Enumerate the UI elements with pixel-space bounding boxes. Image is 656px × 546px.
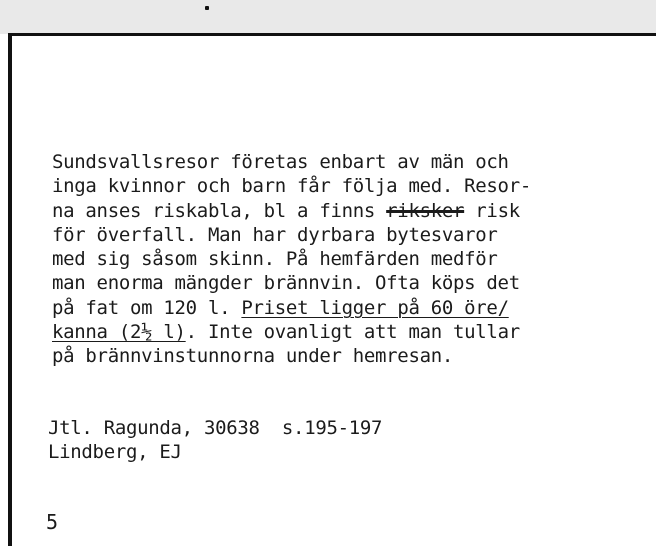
text-fragment: na anses riskabla, bl a finns: [52, 199, 387, 222]
author-line: Lindberg, EJ: [48, 441, 182, 464]
text-line: Sundsvallsresor företas enbart av män och: [52, 151, 509, 173]
source-line: Jtl. Ragunda, 30638 s.195-197: [48, 417, 383, 439]
text-line: man enorma mängder brännvin. Ofta köps det: [52, 272, 520, 295]
text-line: för överfall. Man har dyrbara bytesvaror: [52, 223, 498, 246]
scan-speck: [205, 6, 209, 10]
text-line: inga kvinnor och barn får följa med. Resor-: [52, 175, 531, 198]
text-line: med sig såsom skinn. På hemfärden medför: [52, 248, 498, 271]
card-body-text: [52, 150, 612, 369]
text-line: på brännvinstunnorna under hemresan.: [52, 345, 454, 368]
underlined-price-text: kanna (2½ l): [52, 321, 186, 344]
text-line: [52, 199, 612, 223]
text-line: [52, 296, 612, 320]
scan-top-band: [0, 0, 656, 34]
text-fragment: . Inte ovanligt att man tullar: [185, 321, 520, 344]
struck-out-word: riksker: [386, 199, 465, 222]
text-fragment: risk: [464, 199, 520, 222]
text-fragment: på fat om 120 l.: [52, 296, 242, 319]
text-line: [52, 320, 612, 344]
source-reference: [48, 416, 382, 465]
underlined-price-text: Priset ligger på 60 öre/: [241, 296, 509, 319]
page-number: 5: [46, 510, 59, 534]
